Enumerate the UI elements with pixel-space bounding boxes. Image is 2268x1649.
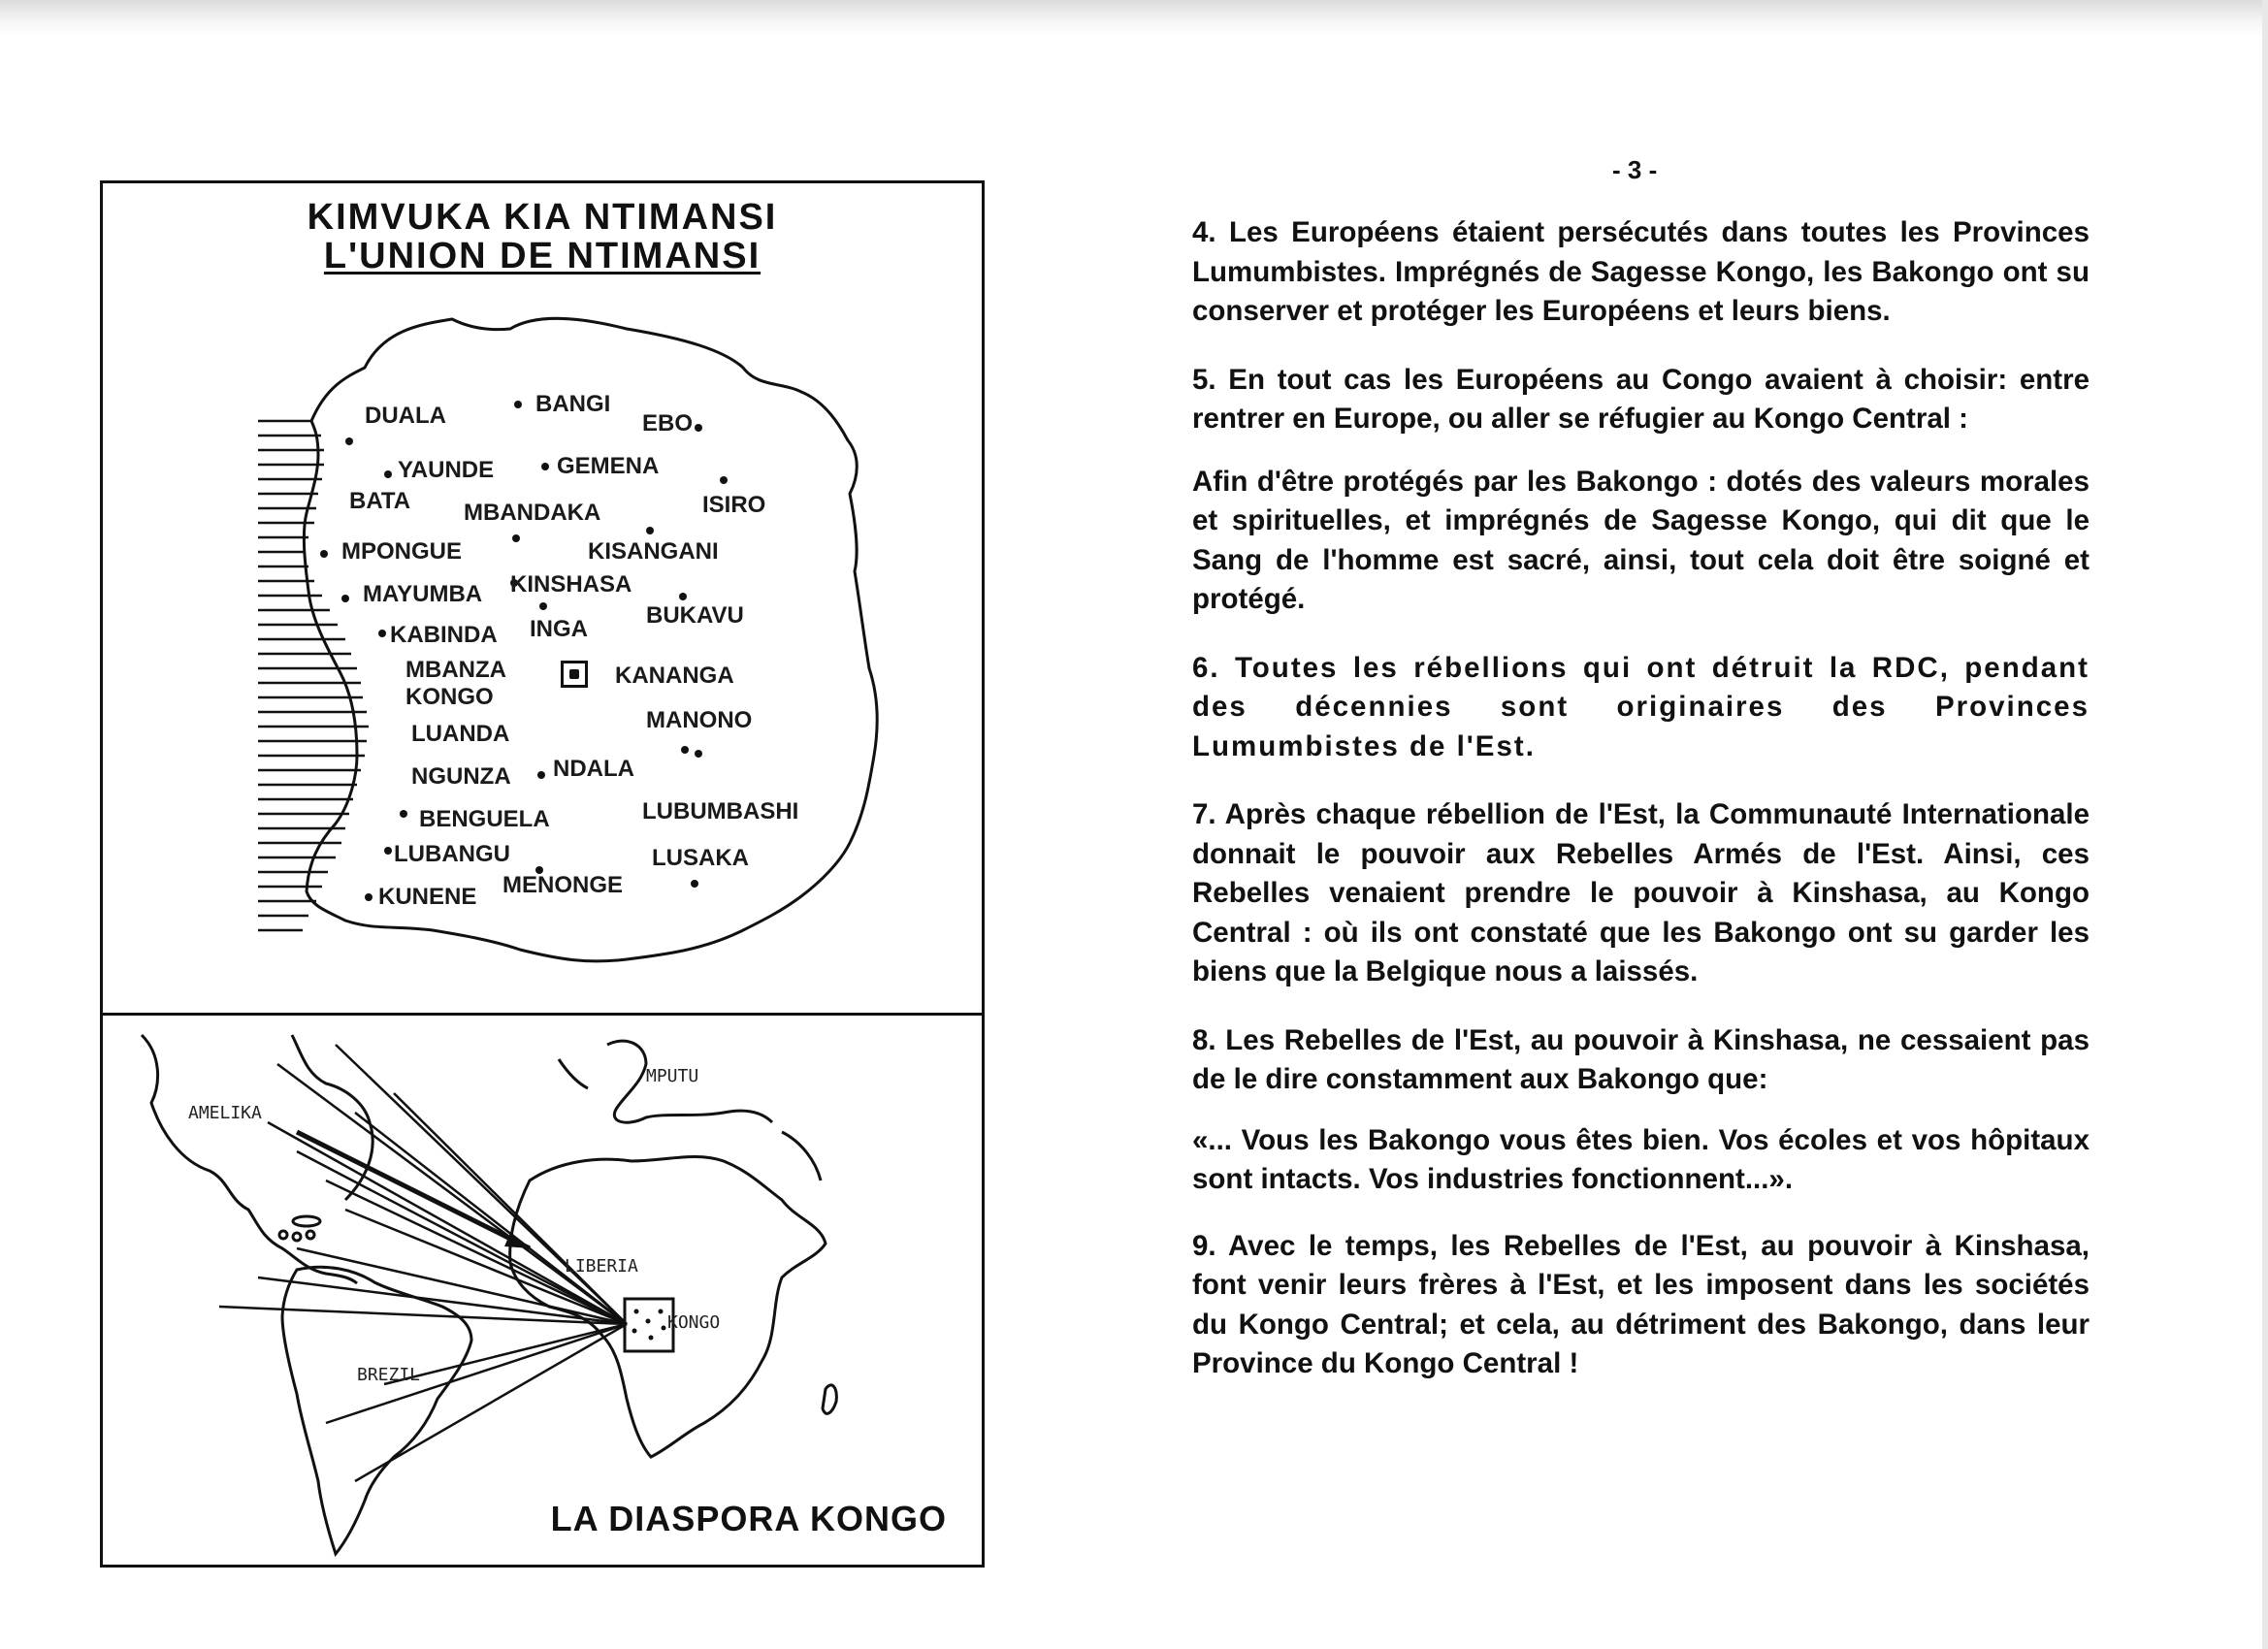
map-subtitle: L'UNION DE NTIMANSI <box>323 236 761 276</box>
city-kunene: KUNENE <box>378 884 477 910</box>
diaspora-title: LA DIASPORA KONGO <box>550 1499 947 1538</box>
city-mpongue: MPONGUE <box>341 538 463 565</box>
figure-panel <box>100 180 985 1568</box>
city-luanda: LUANDA <box>411 721 510 747</box>
city-dot <box>514 401 522 408</box>
city-dot <box>320 550 328 558</box>
city-dot <box>400 810 407 818</box>
paragraph-8: 8. Les Rebelles de l'Est, au pouvoir à Kinshasa, ne cessaient pas de le dire constamment aux Bakongo que: <box>1192 1023 2090 1095</box>
label-kongo: KONGO <box>667 1312 721 1333</box>
city-dot <box>541 463 549 470</box>
city-benguela: BENGUELA <box>419 806 550 832</box>
city-dot <box>681 746 689 754</box>
paragraph-8-quote: «... Vous les Bakongo vous êtes bien. Vos écoles et vos hôpitaux sont intacts. Vos industries fonctionnent...». <box>1192 1123 2090 1195</box>
city-menonge: MENONGE <box>502 872 624 898</box>
city-bangi: BANGI <box>535 391 611 417</box>
city-dot <box>384 847 392 855</box>
page-number: - 3 - <box>1612 155 1658 184</box>
city-dot <box>720 476 728 484</box>
paragraph-7: 7. Après chaque rébellion de l'Est, la Communauté Internationale donnait le pouvoir aux Rebelles Armés de l'Est. Ainsi, ces Rebelles venaient prendre le pouvoir à Kinshasa, au Kongo Central : où ils ont constaté que les Bakongo ont su garder les biens que la Belgique nous a laissés. <box>1192 798 2090 987</box>
city-mayumba: MAYUMBA <box>363 581 483 607</box>
city-dot <box>695 424 702 432</box>
city-duala: DUALA <box>365 403 446 429</box>
city-lusaka: LUSAKA <box>652 845 749 871</box>
city-dot <box>384 470 392 478</box>
city-dot <box>691 880 698 888</box>
paragraph-6: 6. Toutes les rébellions qui ont détruit la RDC, pendant des décennies sont originaires des Provinces Lumumbistes de l'Est. <box>1192 651 2090 762</box>
city-mbanza: MBANZA <box>405 657 506 683</box>
city-manono: MANONO <box>646 707 753 733</box>
city-dot <box>679 593 687 600</box>
city-dot <box>537 771 545 779</box>
city-bata: BATA <box>349 488 411 514</box>
paragraph-9: 9. Avec le temps, les Rebelles de l'Est, au pouvoir à Kinshasa, font venir leurs frères à l'Est, et les imposent dans les sociétés du Kongo Central; et cela, au détriment des Bakongo, dans leur Province du Kongo Central ! <box>1192 1229 2090 1379</box>
ntimansi-map-panel <box>100 180 985 1017</box>
label-brezil: BREZIL <box>357 1365 421 1385</box>
kananga-marker <box>561 661 588 688</box>
city-kabinda: KABINDA <box>390 622 498 648</box>
label-liberia: LIBERIA <box>565 1256 638 1277</box>
city-kisangani: KISANGANI <box>588 538 719 565</box>
paragraph-5-continued: Afin d'être protégés par les Bakongo : dotés des valeurs morales et spirituelles, et imprégnés de Sagesse Kongo, qui dit que le Sang de l'homme est sacré, ainsi, tout cela doit être soigné et protégé. <box>1192 465 2090 615</box>
city-kinshasa: KINSHASA <box>510 571 632 598</box>
text-column <box>1192 213 2090 1384</box>
city-isiro: ISIRO <box>702 492 766 518</box>
scan-edge-right <box>2262 0 2268 1649</box>
map-title: KIMVUKA KIA NTIMANSI <box>307 197 778 238</box>
city-ngunza: NGUNZA <box>411 763 511 790</box>
city-dot <box>512 534 520 542</box>
city-dot <box>345 437 353 445</box>
city-dot <box>365 893 373 901</box>
city-mbandaka: MBANDAKA <box>464 500 601 526</box>
paragraph-4: 4. Les Européens étaient persécutés dans toutes les Provinces Lumumbistes. Imprégnés de Sagesse Kongo, les Bakongo ont su conserver et protéger les Européens et leurs biens. <box>1192 216 2090 327</box>
city-lubangu: LUBANGU <box>394 841 510 867</box>
city-yaunde: YAUNDE <box>398 457 495 483</box>
city-dot <box>646 527 654 534</box>
label-mputu: MPUTU <box>646 1066 699 1086</box>
city-gemena: GEMENA <box>557 453 660 479</box>
paragraph-5: 5. En tout cas les Européens au Congo avaient à choisir: entre rentrer en Europe, ou aller se réfugier au Kongo Central : <box>1192 363 2090 435</box>
city-dot <box>378 630 386 637</box>
scan-edge <box>0 0 2268 37</box>
city-bukavu: BUKAVU <box>646 602 744 629</box>
city-inga: INGA <box>530 616 588 642</box>
city-dot <box>539 602 547 610</box>
city-kananga: KANANGA <box>615 663 734 689</box>
label-amelika: AMELIKA <box>188 1103 262 1123</box>
diaspora-map-panel <box>100 1013 985 1568</box>
diaspora-map-outline <box>103 1016 982 1565</box>
city-dot <box>341 595 349 602</box>
city-ndala: NDALA <box>553 756 634 782</box>
city-lubumbashi: LUBUMBASHI <box>642 798 799 824</box>
city-dot <box>695 750 702 758</box>
city-kongo: KONGO <box>405 684 494 710</box>
city-ebo: EBO <box>642 410 694 436</box>
